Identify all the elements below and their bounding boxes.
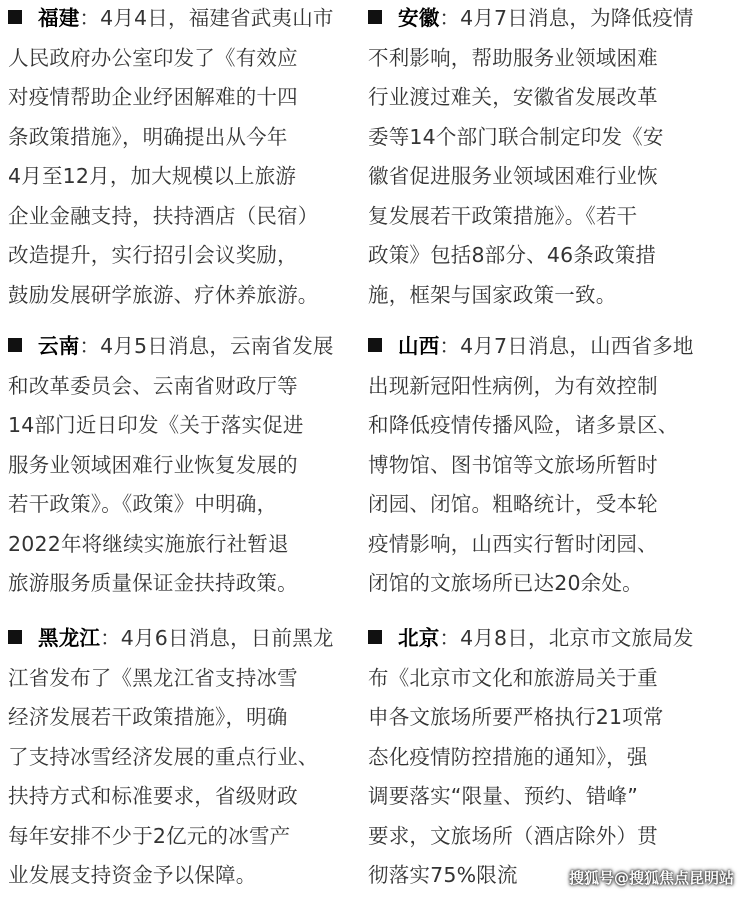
policy-line: 条政策措施》，明确提出从今年 [8, 124, 288, 149]
policy-line: 企业金融支持，扶持酒店（民宿） [8, 203, 319, 228]
policy-line: 14部门近日印发《关于落实促进 [8, 413, 304, 437]
policy-line: 和降低疫情传播风险，诸多景区、 [368, 413, 679, 437]
policy-line: 经济发展若干政策措施》，明确 [8, 705, 288, 729]
policy-line: 博物馆、图书馆等文旅场所暂时 [368, 452, 658, 477]
policy-line [398, 328, 694, 365]
province-name: 北京 [398, 626, 440, 650]
policy-line: 和改革委员会、云南省财政厅等 [8, 373, 298, 398]
bullet-square-icon [8, 338, 22, 352]
bullet-square-icon [8, 630, 22, 644]
policy-line: 政策》包括8部分、46条政策措 [368, 243, 657, 267]
policy-line: 4月至12月，加大规模以上旅游 [8, 164, 297, 188]
policy-line: 疫情影响，山西实行暂时闭园、 [368, 531, 658, 556]
policy-line: 彻落实75%限流 [368, 863, 518, 887]
bullet-square-icon [8, 10, 22, 24]
policy-line: 2022年将继续实施旅行社暂退 [8, 531, 289, 556]
province-name: 福建 [38, 6, 80, 30]
policy-line: 服务业领域困难行业恢复发展的 [8, 452, 298, 477]
policy-line: 改造提升，实行招引会议奖励， [8, 243, 298, 267]
policy-text: ：4月5日消息，云南省发展 [79, 334, 334, 358]
province-name: 安徽 [398, 6, 440, 30]
policy-line: 旅游服务质量保证金扶持政策。 [8, 571, 298, 595]
policy-text: ：4月7日消息，为降低疫情 [439, 6, 694, 30]
policy-text: ：4月8日，北京市文旅局发 [439, 626, 694, 650]
policy-line: 复发展若干政策措施》。《若干 [368, 203, 638, 228]
policy-line: 若干政策》。《政策》中明确， [8, 492, 278, 516]
province-name: 山西 [398, 334, 440, 358]
policy-line: 布《北京市文化和旅游局关于重 [368, 665, 658, 690]
policy-line: 业发展支持资金予以保障。 [8, 863, 257, 887]
policy-line: 施，框架与国家政策一致。 [368, 282, 617, 307]
policy-line: 对疫情帮助企业纾困解难的十四 [8, 85, 298, 109]
policy-text: ：4月4日，福建省武夷山市 [79, 6, 334, 30]
policy-line: 行业渡过难关，安徽省发展改革 [368, 85, 658, 109]
bullet-square-icon [368, 630, 382, 644]
policy-line: 申各文旅场所要严格执行21项常 [368, 705, 664, 729]
policy-line: 委等14个部门联合制定印发《安 [368, 124, 664, 149]
bullet-square-icon [368, 10, 382, 24]
policy-line: 江省发布了《黑龙江省支持冰雪 [8, 665, 298, 690]
policy-line: 闭园、闭馆。粗略统计，受本轮 [368, 492, 658, 516]
policy-line: 态化疫情防控措施的通知》，强 [368, 744, 648, 769]
policy-line: 出现新冠阳性病例，为有效控制 [368, 373, 658, 398]
province-name: 云南 [38, 334, 80, 358]
policy-line: 徽省促进服务业领域困难行业恢 [368, 164, 658, 188]
policy-line: 调要落实“限量、预约、错峰” [368, 784, 639, 808]
policy-line: 闭馆的文旅场所已达20余处。 [368, 571, 643, 595]
policy-line [38, 328, 334, 365]
policy-line: 鼓励发展研学旅游、疗休养旅游。 [8, 282, 319, 307]
province-name: 黑龙江 [38, 626, 101, 650]
policy-line: 不利影响，帮助服务业领域困难 [368, 45, 658, 70]
policy-text: ：4月6日消息，日前黑龙 [100, 626, 334, 650]
policy-line: 了支持冰雪经济发展的重点行业、 [8, 744, 319, 769]
policy-line: 每年安排不少于2亿元的冰雪产 [8, 823, 291, 848]
policy-line: 扶持方式和标准要求，省级财政 [8, 784, 298, 808]
policy-line [398, 0, 694, 37]
policy-line [398, 620, 694, 657]
policy-line [38, 0, 334, 37]
policy-line: 人民政府办公室印发了《有效应 [8, 45, 298, 70]
bullet-square-icon [368, 338, 382, 352]
policy-text: ：4月7日消息，山西省多地 [439, 334, 694, 358]
policy-line: 要求，文旅场所（酒店除外）贯 [368, 823, 658, 848]
source-watermark: 搜狐号@搜狐焦点昆明站 [568, 869, 734, 887]
policy-line [38, 620, 334, 657]
